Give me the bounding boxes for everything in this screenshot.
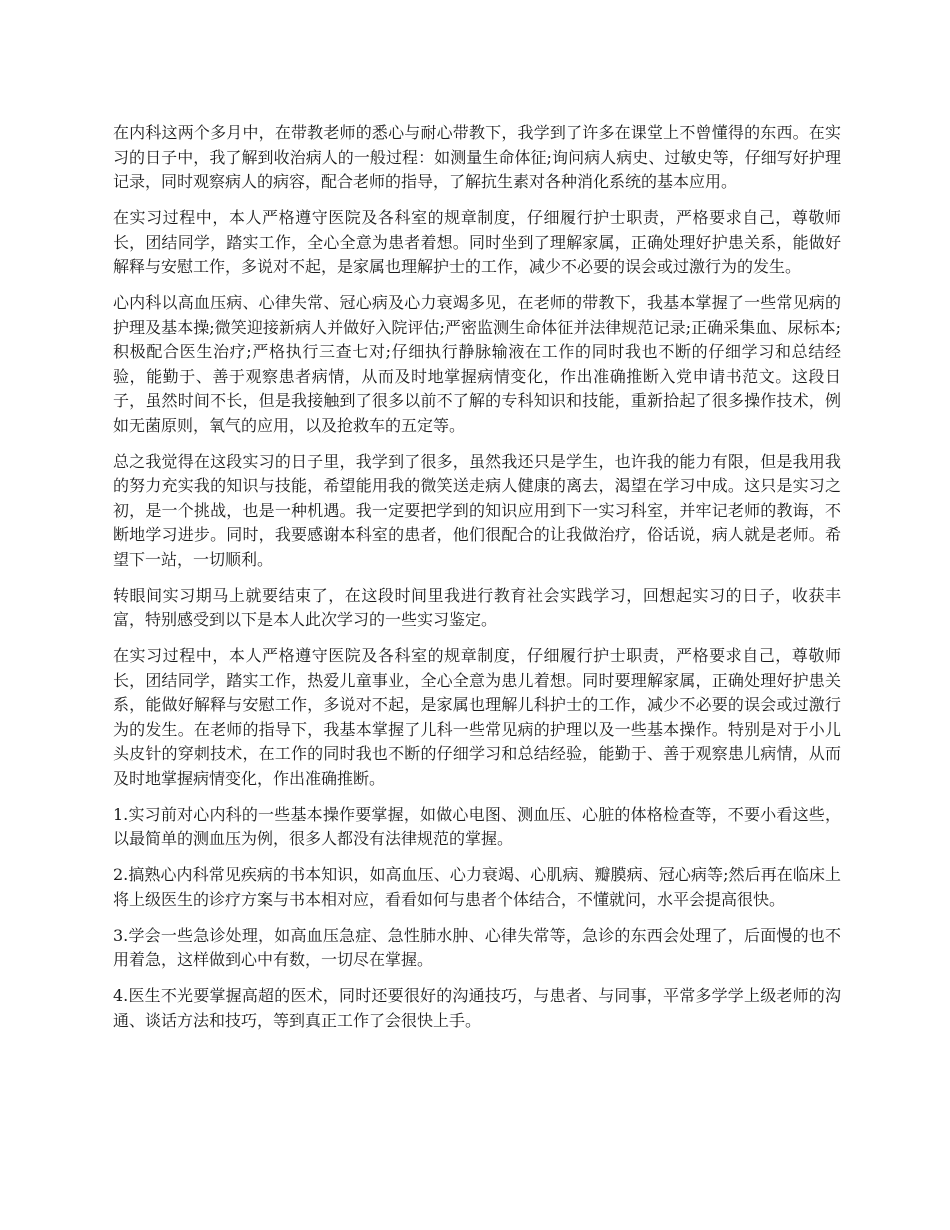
paragraph-cardiology: 心内科以高血压病、心律失常、冠心病及心力衰竭多见，在老师的带教下，我基本掌握了一些常见病的护理及基本操;微笑迎接新病人并做好入院评估;严密监测生命体征并法律规范记录;正确采集血、尿标本;积极配合医生治疗;严格执行三查七对;仔细执行静脉输液在工作的同时我也不断的仔细学习和总结经验，能勤于、善于观察患者病情，从而及时地掌握病情变化，作出准确推断入党申请书范文。这段日子，虽然时间不长，但是我接触到了很多以前不了解的专科知识和技能，重新拾起了很多操作技术，例如无菌原则，氧气的应用，以及抢救车的五定等。 <box>113 293 841 435</box>
paragraph-pediatrics: 在实习过程中，本人严格遵守医院及各科室的规章制度，仔细履行护士职责，严格要求自己，尊敬师长，团结同学，踏实工作，热爱儿童事业，全心全意为患儿着想。同时要理解家属，正确处理好护患关系，能做好解释与安慰工作，多说对不起，是家属也理解儿科护士的工作，减少不必要的误会或过激行为的发生。在老师的指导下，我基本掌握了儿科一些常见病的护理以及一些基本操作。特别是对于小儿头皮针的穿刺技术，在工作的同时我也不断的仔细学习和总结经验，能勤于、善于观察患儿病情，从而及时地掌握病情变化，作出准确推断。 <box>113 646 841 788</box>
paragraph-conduct: 在实习过程中，本人严格遵守医院及各科室的规章制度，仔细履行护士职责，严格要求自己，尊敬师长，团结同学，踏实工作，全心全意为患者着想。同时坐到了理解家属，正确处理好护患关系，能做好解释与安慰工作，多说对不起，是家属也理解护士的工作，减少不必要的误会或过激行为的发生。 <box>113 208 841 276</box>
list-item-2: 2.搞熟心内科常见疾病的书本知识，如高血压、心力衰竭、心肌病、瓣膜病、冠心病等;然后再在临床上将上级医生的诊疗方案与书本相对应，看看如何与患者个体结合，不懂就问，水平会提高很快。 <box>113 865 841 909</box>
paragraph-intro: 在内科这两个多月中，在带教老师的悉心与耐心带教下，我学到了许多在课堂上不曾懂得的东西。在实习的日子中，我了解到收治病人的一般过程：如测量生命体征;询问病人病史、过敏史等，仔细写好护理记录，同时观察病人的病容，配合老师的指导，了解抗生素对各种消化系统的基本应用。 <box>113 123 841 191</box>
paragraph-transition: 转眼间实习期马上就要结束了，在这段时间里我进行教育社会实践学习，回想起实习的日子，收获丰富，特别感受到以下是本人此次学习的一些实习鉴定。 <box>113 585 841 629</box>
document-page <box>113 121 841 1045</box>
paragraph-summary: 总之我觉得在这段实习的日子里，我学到了很多，虽然我还只是学生，也许我的能力有限，但是我用我的努力充实我的知识与技能，希望能用我的微笑送走病人健康的离去，渴望在学习中成。这只是实习之初，是一个挑战，也是一种机遇。我一定要把学到的知识应用到下一实习科室，并牢记老师的教诲，不断地学习进步。同时，我要感谢本科室的患者，他们很配合的让我做治疗，俗话说，病人就是老师。希望下一站，一切顺利。 <box>113 451 841 569</box>
list-item-1: 1.实习前对心内科的一些基本操作要掌握，如做心电图、测血压、心脏的体格检查等，不要小看这些，以最简单的测血压为例，很多人都没有法律规范的掌握。 <box>113 804 841 848</box>
list-item-3: 3.学会一些急诊处理，如高血压急症、急性肺水肿、心律失常等，急诊的东西会处理了，后面慢的也不用着急，这样做到心中有数，一切尽在掌握。 <box>113 925 841 969</box>
list-item-4: 4.医生不光要掌握高超的医术，同时还要很好的沟通技巧，与患者、与同事，平常多学学上级老师的沟通、谈话方法和技巧，等到真正工作了会很快上手。 <box>113 986 841 1030</box>
